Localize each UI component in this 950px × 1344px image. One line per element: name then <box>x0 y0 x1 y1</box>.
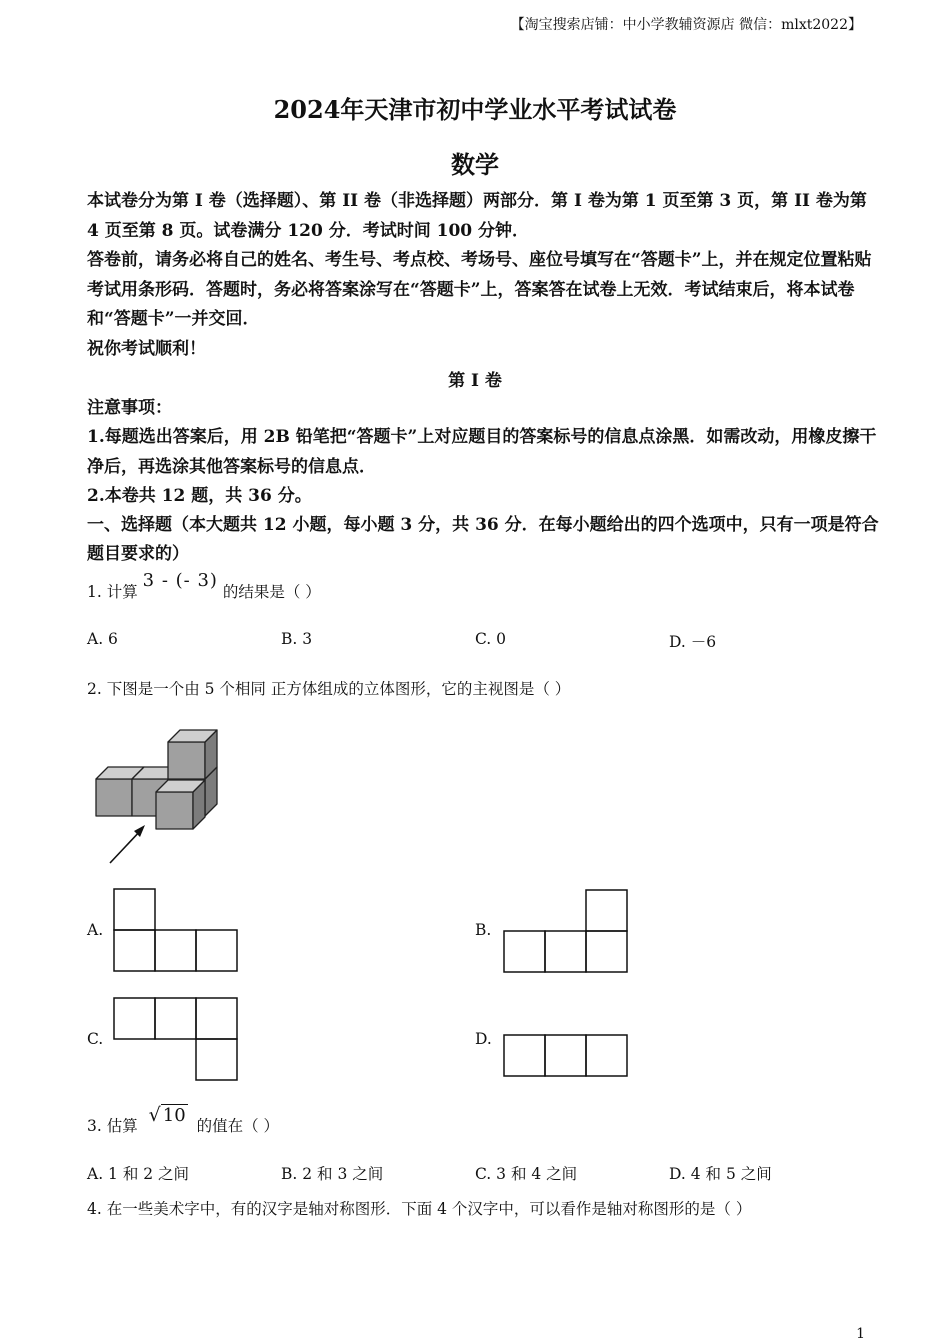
q3-option-b[interactable]: B. 2 和 3 之间 <box>281 1165 384 1183</box>
question-4: 4. 在一些美术字中，有的汉字是轴对称图形．下面 4 个汉字中，可以看作是轴对称图形的是（ ） <box>87 1200 752 1218</box>
header-note: 【淘宝搜索店铺：中小学教辅资源店 微信：mlxt2022】 <box>510 17 862 33</box>
question-1 <box>87 570 321 602</box>
q2-option-b-figure <box>502 888 630 976</box>
q3-option-d[interactable]: D. 4 和 5 之间 <box>669 1165 772 1183</box>
q3-prefix: 3. 估算 <box>87 1117 138 1135</box>
q2-option-d-figure <box>502 1033 630 1079</box>
q1-option-b[interactable]: B. 3 <box>281 630 313 648</box>
q3-sqrt-expression <box>149 1104 188 1126</box>
q1-option-d[interactable]: D. －6 <box>669 633 717 651</box>
q1-suffix: 的结果是（ ） <box>222 583 321 601</box>
notes-title: 注意事项： <box>87 398 172 418</box>
intro-block <box>87 187 877 364</box>
note-1: 1.每题选出答案后，用 2B 铅笔把“答题卡”上对应题目的答案标号的信息点涂黑．如需改动，用橡皮擦干净后，再选涂其他答案标号的信息点． <box>87 427 877 477</box>
q1-expression: 3 - (- 3) <box>142 570 218 591</box>
q2-option-c-figure <box>112 996 240 1084</box>
q3-option-a[interactable]: A. 1 和 2 之间 <box>87 1165 190 1183</box>
q1-prefix: 1. 计算 <box>87 583 138 601</box>
page-subtitle: 数学 <box>451 150 499 179</box>
part-heading: 一、选择题（本大题共 12 小题，每小题 3 分，共 36 分．在每小题给出的四个选项中，只有一项是符合题目要求的） <box>87 515 879 565</box>
q3-radicand: 10 <box>162 1105 186 1126</box>
question-2: 2. 下图是一个由 5 个相同 正方体组成的立体图形，它的主视图是（ ） <box>87 680 571 698</box>
q3-suffix: 的值在（ ） <box>196 1117 280 1135</box>
sqrt-sign: √ <box>148 1104 161 1126</box>
q1-option-c[interactable]: C. 0 <box>475 630 507 648</box>
notes-block <box>87 394 887 570</box>
section-title: 第 I 卷 <box>448 371 502 391</box>
page-title: 2024年天津市初中学业水平考试试卷 <box>273 95 677 124</box>
q2-option-b-label[interactable]: B. <box>475 921 492 939</box>
q2-option-c-label[interactable]: C. <box>87 1030 104 1048</box>
cube-solid-figure <box>90 725 230 870</box>
note-2: 2.本卷共 12 题，共 36 分。 <box>87 485 312 506</box>
q1-option-a[interactable]: A. 6 <box>87 630 118 648</box>
question-3 <box>87 1104 280 1136</box>
intro-paragraph-2: 答卷前，请务必将自己的姓名、考生号、考点校、考场号、座位号填写在“答题卡”上，并在规定位置粘贴考试用条形码．答题时，务必将答案涂写在“答题卡”上，答案答在试卷上无效．考试结束后，将本试卷和“答题卡”一并交回． <box>87 250 872 329</box>
q2-option-d-label[interactable]: D. <box>475 1030 492 1048</box>
q3-option-c[interactable]: C. 3 和 4 之间 <box>475 1165 578 1183</box>
page-number: 1 <box>856 1326 865 1342</box>
intro-paragraph-3: 祝你考试顺利！ <box>87 338 206 359</box>
q2-option-a-label[interactable]: A. <box>87 921 104 939</box>
intro-paragraph-1: 本试卷分为第 I 卷（选择题）、第 II 卷（非选择题）两部分．第 I 卷为第 1 页至第 3 页，第 II 卷为第 4 页至第 8 页。试卷满分 120 分．考试时间 100 分钟． <box>87 191 867 241</box>
q2-option-a-figure <box>112 887 240 975</box>
